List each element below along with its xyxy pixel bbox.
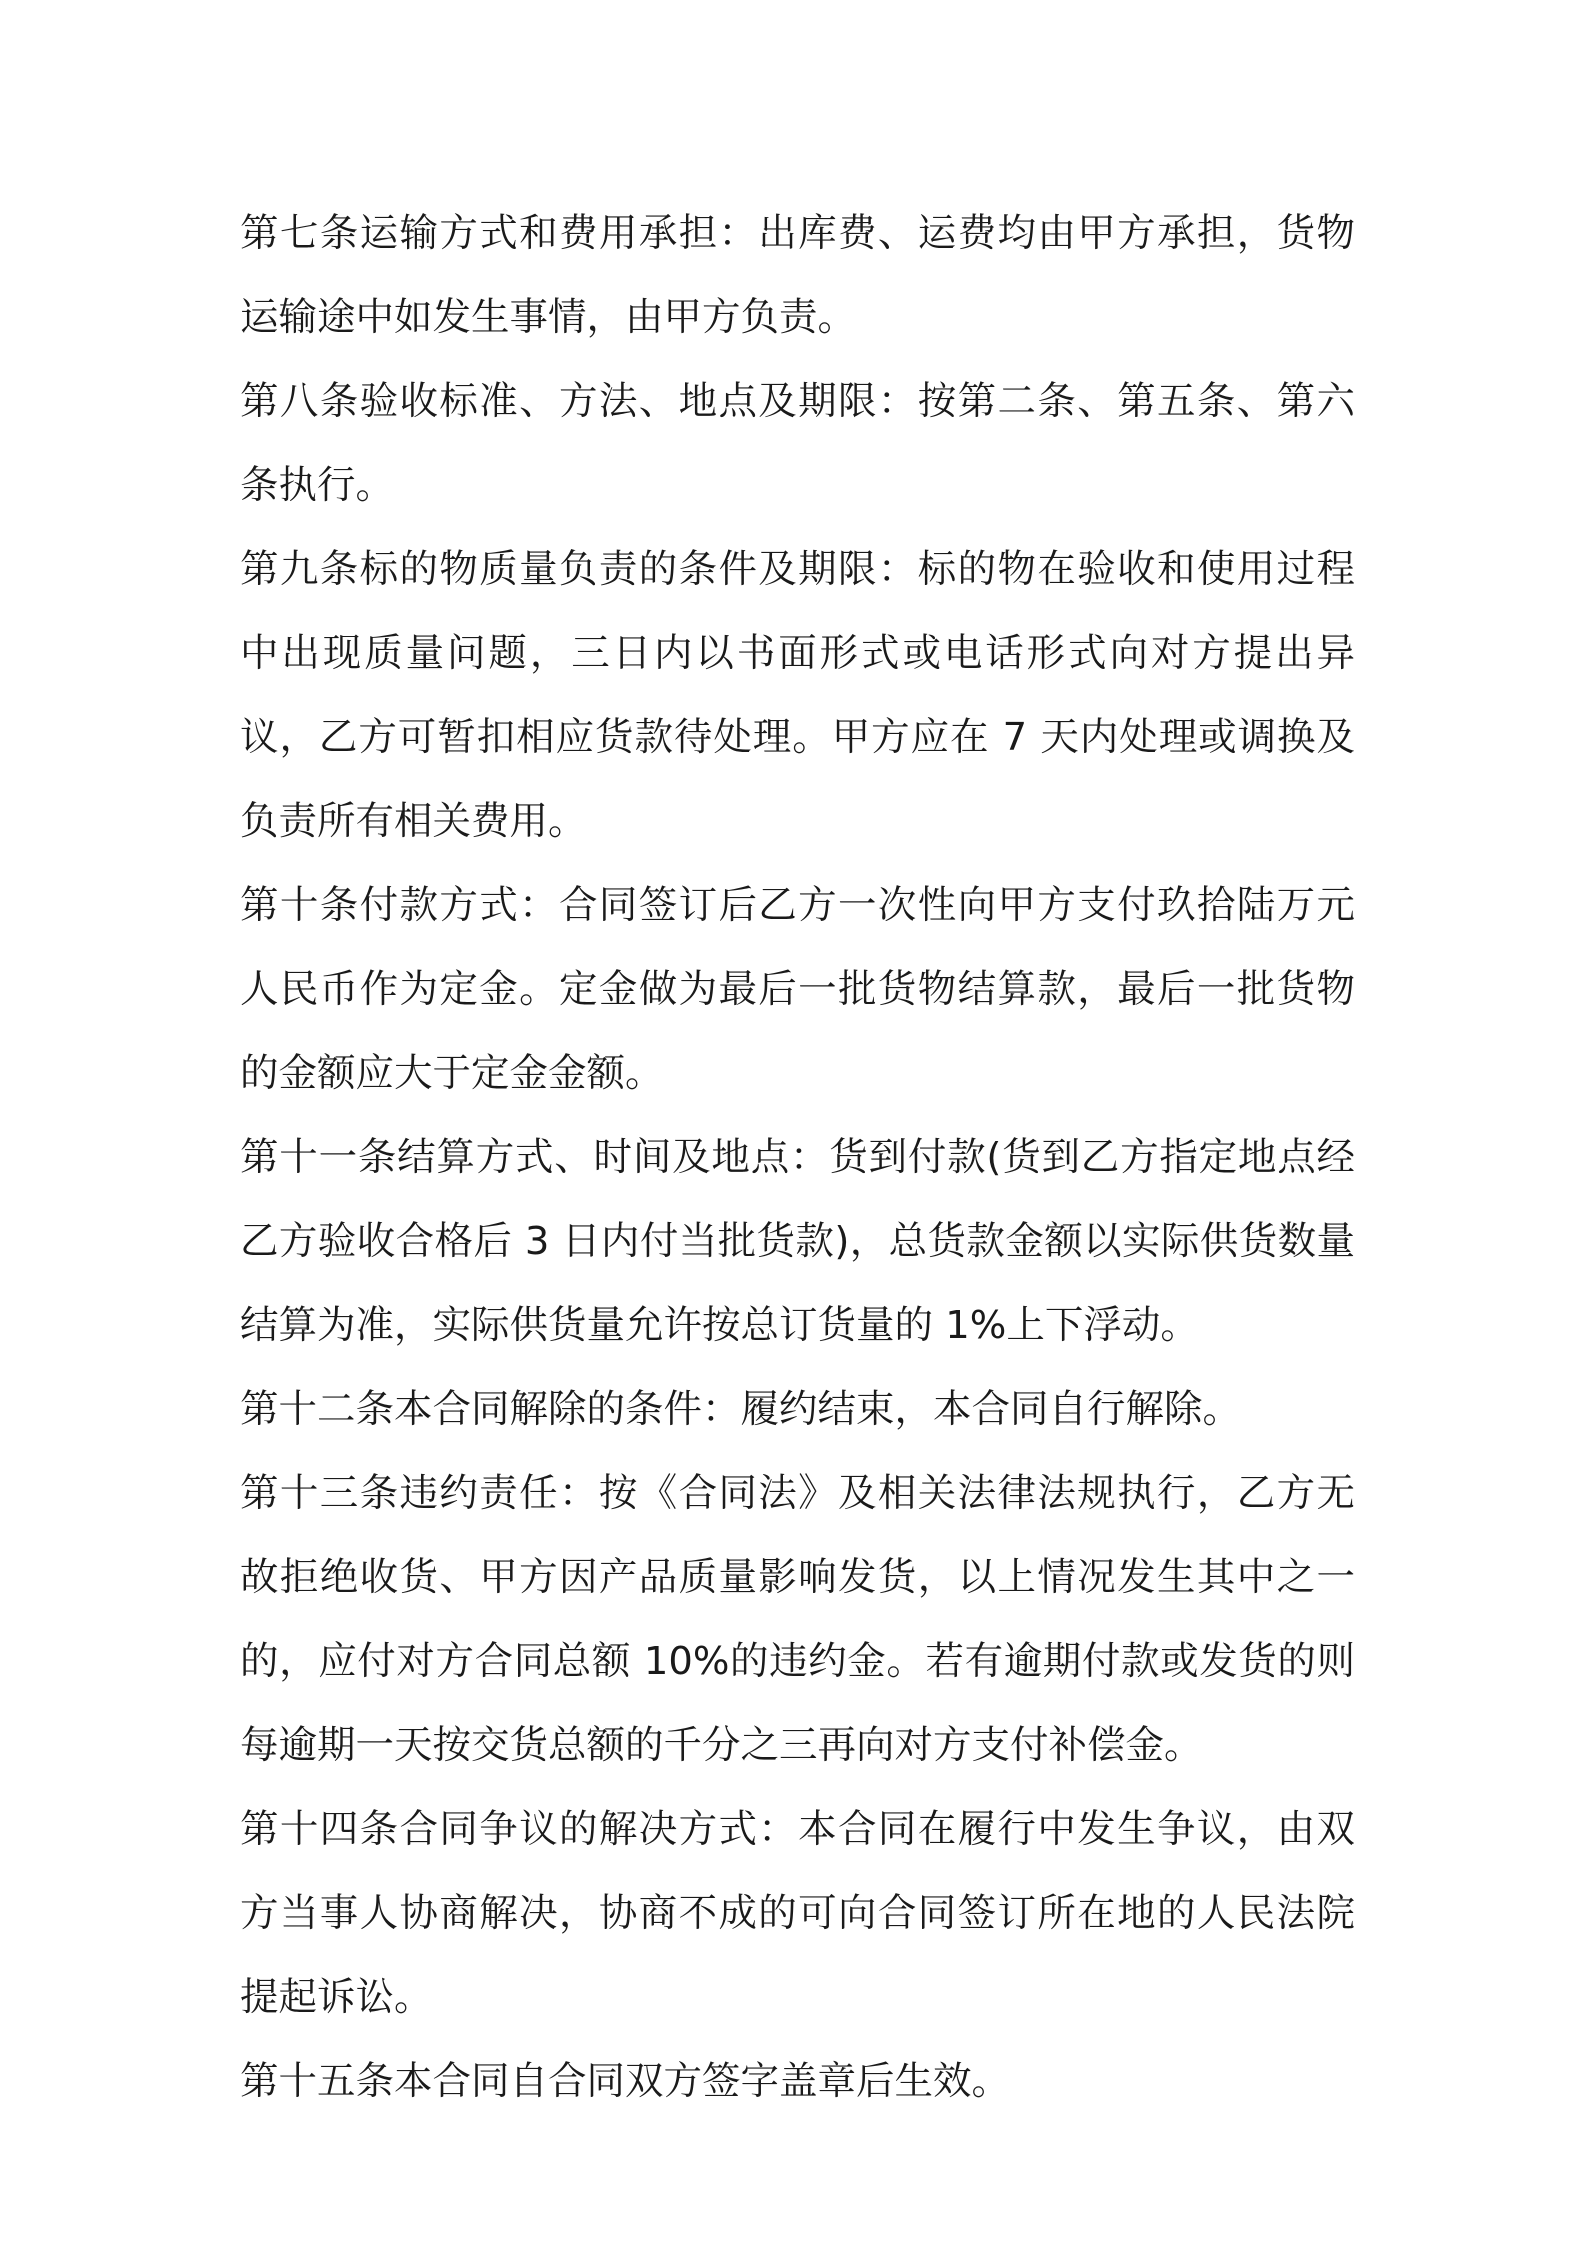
clause-13-liability: 第十三条违约责任：按《合同法》及相关法律法规执行，乙方无故拒绝收货、甲方因产品质量影响发货，以上情况发生其中之一的，应付对方合同总额 10%的违约金。若有逾期付款或发货的则每逾期一天按交货总额的千分之三再向对方支付补偿金。: [240, 1471, 1355, 1768]
clause-8-acceptance: 第八条验收标准、方法、地点及期限：按第二条、第五条、第六条执行。: [240, 379, 1355, 508]
contract-body: [240, 192, 1355, 2124]
clause-9-quality: 第九条标的物质量负责的条件及期限：标的物在验收和使用过程中出现质量问题，三日内以书面形式或电话形式向对方提出异议，乙方可暂扣相应货款待处理。甲方应在 7 天内处理或调换及负责所有相关费用。: [240, 547, 1355, 844]
clause-15-effective: 第十五条本合同自合同双方签字盖章后生效。: [240, 2059, 1011, 2104]
clause-11-settlement: 第十一条结算方式、时间及地点：货到付款(货到乙方指定地点经乙方验收合格后 3 日内付当批货款)，总货款金额以实际供货数量结算为准，实际供货量允许按总订货量的 1%上下浮动。: [240, 1135, 1355, 1348]
clause-14-dispute: 第十四条合同争议的解决方式：本合同在履行中发生争议，由双方当事人协商解决，协商不成的可向合同签订所在地的人民法院提起诉讼。: [240, 1807, 1355, 2020]
clause-7-transport: 第七条运输方式和费用承担：出库费、运费均由甲方承担，货物运输途中如发生事情，由甲方负责。: [240, 211, 1355, 340]
clause-12-termination: 第十二条本合同解除的条件：履约结束，本合同自行解除。: [240, 1387, 1242, 1432]
clause-10-payment-method: 第十条付款方式：合同签订后乙方一次性向甲方支付玖拾陆万元人民币作为定金。定金做为最后一批货物结算款，最后一批货物的金额应大于定金金额。: [240, 883, 1355, 1096]
